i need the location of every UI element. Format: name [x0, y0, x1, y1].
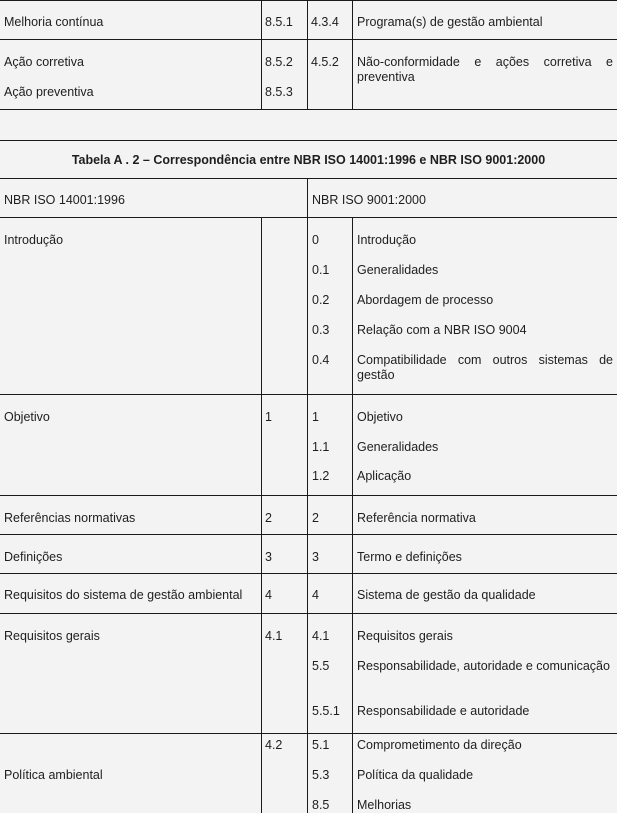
column-divider: [261, 217, 262, 813]
iso9001-title: Generalidades: [357, 440, 439, 454]
iso14001-ref: 8.5.1: [265, 15, 293, 29]
iso9001-title: Responsabilidade, autoridade e comunicação: [357, 659, 610, 673]
iso9001-title: Sistema de gestão da qualidade: [357, 588, 536, 602]
column-divider: [261, 0, 262, 109]
iso9001-title: Introdução: [357, 233, 417, 247]
rule: [0, 613, 617, 614]
iso14001-ref: 3: [265, 550, 272, 564]
rule: [0, 394, 617, 395]
iso14001-title: Ação corretiva: [4, 55, 84, 69]
iso9001-title: Referência normativa: [357, 511, 476, 525]
iso9001-ref: 4.1: [312, 629, 330, 643]
iso9001-title: Programa(s) de gestão ambiental: [357, 15, 543, 29]
iso9001-title: Responsabilidade e autoridade: [357, 704, 530, 718]
iso9001-title: Requisitos gerais: [357, 629, 453, 643]
iso9001-title: Melhorias: [357, 798, 412, 812]
column-divider: [352, 217, 353, 813]
iso9001-ref: 0.4: [312, 353, 330, 367]
iso14001-title: Referências normativas: [4, 511, 136, 525]
column-header-iso9001: NBR ISO 9001:2000: [312, 193, 426, 207]
column-divider: [307, 217, 308, 813]
rule: [0, 0, 617, 1]
iso9001-title: Termo e definições: [357, 550, 462, 564]
column-divider: [352, 0, 353, 109]
iso9001-ref: 1: [312, 410, 319, 424]
rule: [0, 733, 617, 734]
iso14001-ref: 8.5.3: [265, 85, 293, 99]
iso9001-ref: 0.3: [312, 323, 330, 337]
rule: [0, 534, 617, 535]
iso9001-title: Comprometimento da direção: [357, 738, 522, 752]
iso9001-title: Objetivo: [357, 410, 403, 424]
iso9001-ref: 8.5: [312, 798, 330, 812]
iso14001-title: Ação preventiva: [4, 85, 94, 99]
iso14001-ref: 4.2: [265, 738, 283, 752]
iso9001-ref: 5.1: [312, 738, 330, 752]
iso9001-title: Compatibilidade com outros sistemas de gestão: [357, 353, 613, 382]
iso9001-ref: 5.3: [312, 768, 330, 782]
rule: [0, 39, 617, 40]
rule: [0, 178, 617, 179]
iso14001-ref: 2: [265, 511, 272, 525]
iso14001-ref: 1: [265, 410, 272, 424]
iso9001-ref: 1.2: [312, 469, 330, 483]
iso9001-title: Não-conformidade e ações corretiva e preventiva: [357, 55, 613, 84]
rule: [0, 109, 617, 110]
iso14001-ref: 8.5.2: [265, 55, 293, 69]
rule: [0, 573, 617, 574]
iso14001-title: Requisitos do sistema de gestão ambiental: [4, 588, 243, 602]
iso14001-title: Introdução: [4, 233, 64, 247]
iso9001-title: Generalidades: [357, 263, 439, 277]
iso9001-ref: 4.3.4: [311, 15, 339, 29]
iso9001-title: Relação com a NBR ISO 9004: [357, 323, 527, 337]
iso14001-ref: 4.1: [265, 629, 283, 643]
iso9001-ref: 0.1: [312, 263, 330, 277]
iso9001-title: Abordagem de processo: [357, 293, 494, 307]
column-divider: [307, 0, 308, 109]
iso9001-title: Política da qualidade: [357, 768, 474, 782]
iso9001-ref: 1.1: [312, 440, 330, 454]
iso14001-title: Melhoria contínua: [4, 15, 104, 29]
column-header-iso14001: NBR ISO 14001:1996: [4, 193, 125, 207]
rule: [0, 495, 617, 496]
iso14001-title: Política ambiental: [4, 768, 103, 782]
iso14001-title: Requisitos gerais: [4, 629, 100, 643]
iso9001-title: Aplicação: [357, 469, 412, 483]
table-caption: Tabela A . 2 – Correspondência entre NBR ISO 14001:1996 e NBR ISO 9001:2000: [71, 153, 546, 167]
iso9001-ref: 4: [312, 588, 319, 602]
iso9001-ref: 0: [312, 233, 319, 247]
iso9001-ref: 4.5.2: [311, 55, 339, 69]
iso9001-ref: 2: [312, 511, 319, 525]
iso14001-ref: 4: [265, 588, 272, 602]
iso9001-ref: 5.5.1: [312, 704, 340, 718]
iso9001-ref: 0.2: [312, 293, 330, 307]
iso14001-title: Objetivo: [4, 410, 50, 424]
iso14001-title: Definições: [4, 550, 63, 564]
rule: [0, 217, 617, 218]
column-divider: [307, 178, 308, 217]
iso9001-ref: 3: [312, 550, 319, 564]
iso9001-ref: 5.5: [312, 659, 330, 673]
rule: [0, 140, 617, 141]
